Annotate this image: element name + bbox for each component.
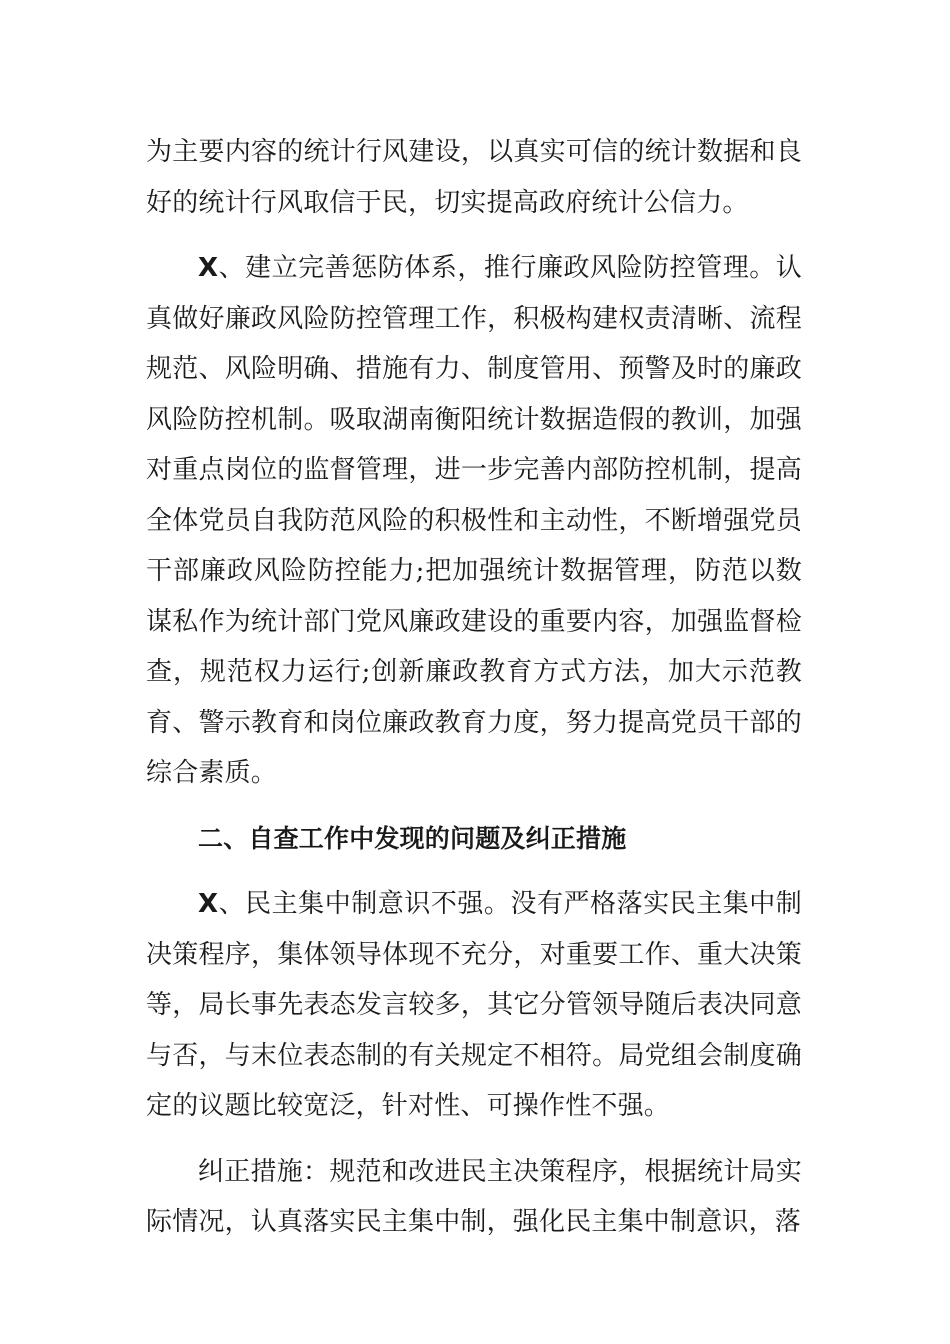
paragraph-text: 纠正措施：规范和改进民主决策程序，根据统计局实际情况，认真落实民主集中制，强化民主集中制意识，落 — [146, 1156, 802, 1237]
paragraph-corrective-measures — [146, 1147, 802, 1248]
paragraph-text: 、建立完善惩防体系，推行廉政风险防控管理。认真做好廉政风险防控管理工作，积极构建权责清晰、流程规范、风险明确、措施有力、制度管用、预警及时的廉政风险防控机制。吸取湖南衡阳统计数据造假的教训，加强对重点岗位的监督管理，进一步完善内部防控机制，提高全体党员自我防范风险的积极性和主动性，不断增强党员干部廉政风险防控能力;把加强统计数据管理，防范以数谋私作为统计部门党风廉政建设的重要内容，加强监督检查，规范权力运行;创新廉政教育方式方法，加大示范教育、警示教育和岗位廉政教育力度，努力提高党员干部的综合素质。 — [146, 253, 802, 788]
paragraph-democratic-centralism — [146, 879, 802, 1132]
paragraph-continuation — [146, 127, 802, 228]
paragraph-anti-corruption-system — [146, 243, 802, 799]
paragraph-text: 为主要内容的统计行风建设，以真实可信的统计数据和良好的统计行风取信于民，切实提高政府统计公信力。 — [146, 137, 802, 218]
section-heading: 二、自查工作中发现的问题及纠正措施 — [198, 823, 627, 853]
item-number: X — [198, 253, 219, 283]
document-body — [146, 127, 802, 1248]
item-number: X — [198, 889, 219, 919]
paragraph-text: 、民主集中制意识不强。没有严格落实民主集中制决策程序，集体领导体现不充分，对重要工作、重大决策等，局长事先表态发言较多，其它分管领导随后表决同意与否，与末位表态制的有关规定不相符。局党组会制度确定的议题比较宽泛，针对性、可操作性不强。 — [146, 889, 802, 1121]
